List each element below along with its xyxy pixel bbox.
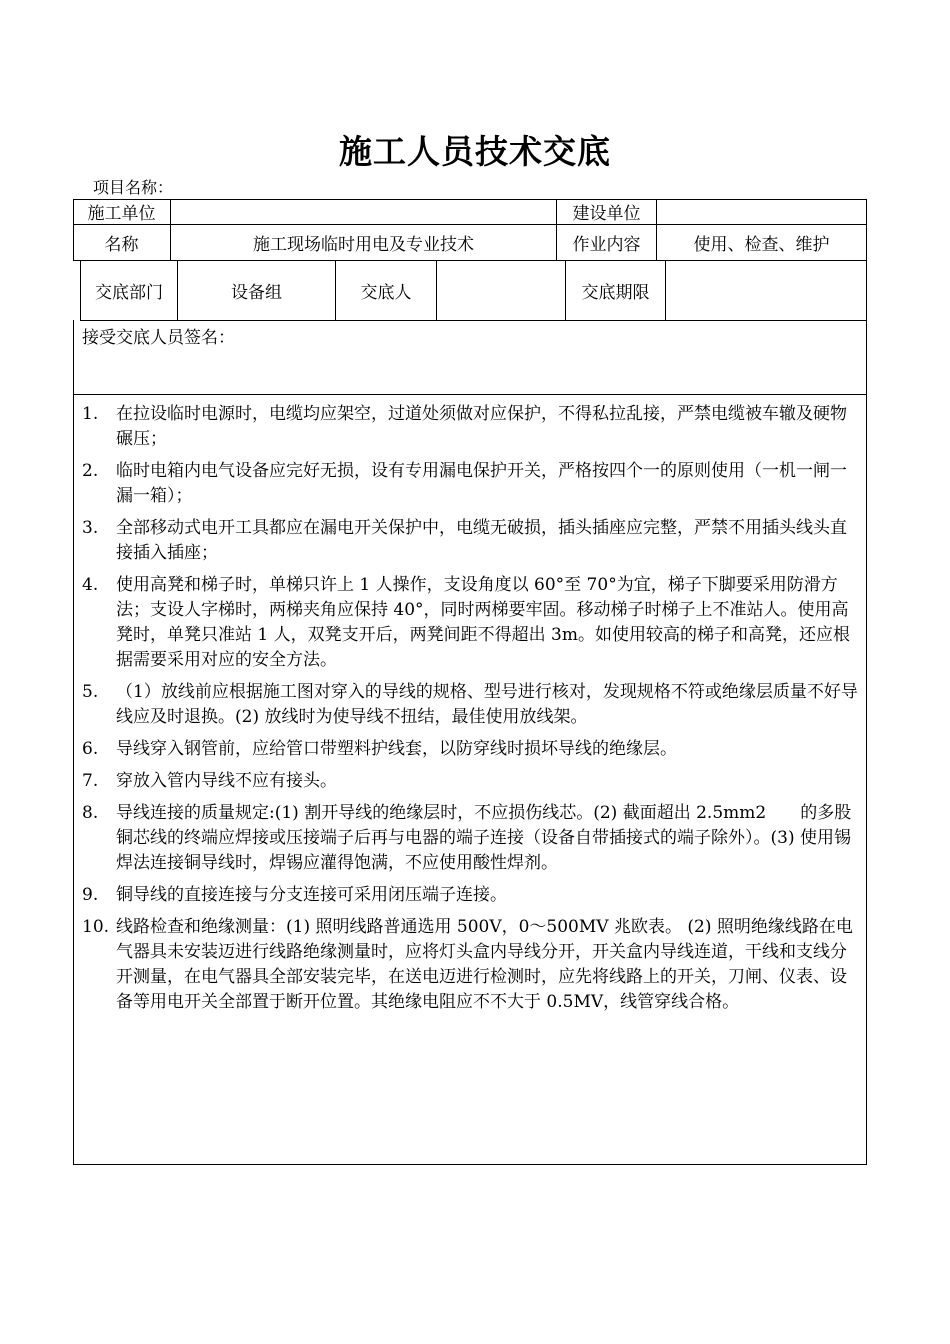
item-text: 全部移动式电开工具都应在漏电开关保护中，电缆无破损，插头插座应完整，严禁不用插头线头直接插入插座； (116, 518, 847, 563)
item-number: 8. (82, 803, 99, 823)
list-item (82, 680, 858, 730)
list-item (82, 883, 858, 908)
item-text: 穿放入管内导线不应有接头。 (116, 771, 337, 791)
item-text: 临时电箱内电气设备应完好无损，设有专用漏电保护开关，严格按四个一的原则使用（一机一闸一漏一箱）； (116, 461, 847, 506)
list-item (82, 516, 858, 566)
name-value: 施工现场临时用电及专业技术 (253, 235, 474, 255)
item-number: 10. (82, 917, 110, 937)
name-label: 名称 (104, 235, 139, 255)
list-item (82, 769, 858, 794)
work-content-label: 作业内容 (572, 235, 641, 255)
item-number: 7. (82, 771, 99, 791)
builder-unit-value (657, 199, 866, 224)
deadline-label: 交底期限 (581, 283, 650, 303)
item-text: 线路检查和绝缘测量：(1) 照明线路普通选用 500V，0～500MV 兆欧表。 (2) 照明绝缘线路在电气器具未安装迈进行线路绝缘测量时，应将灯头盒内导线分开，开关盒内导线连道，干线和支线分开测量，在电气器具全部安装完毕，在送电迈进行检测时，应先将线路上的开关，刀闸、仪表、设备等用电开关全部置于断开位置。其绝缘电阻应不不大于 0.5MV，线管穿线合格。 (116, 917, 853, 1012)
department-value: 设备组 (231, 283, 282, 303)
list-item (82, 402, 858, 452)
briefer-label: 交底人 (360, 283, 412, 303)
list-item (82, 915, 858, 1015)
list-item (82, 459, 858, 509)
item-text: 导线穿入钢管前，应给管口带塑料护线套，以防穿线时损坏导线的绝缘层。 (116, 739, 677, 759)
project-name-label: 项目名称： (93, 178, 174, 197)
briefer-value (437, 261, 565, 320)
item-text: （1）放线前应根据施工图对穿入的导线的规格、型号进行核对，发现规格不符或绝缘层质量不好导线应及时退换。(2) 放线时为使导线不扭结，最佳使用放线架。 (116, 682, 858, 727)
item-text: 在拉设临时电源时，电缆均应架空，过道处须做对应保护，不得私拉乱接，严禁电缆被车辙及硬物碾压； (116, 404, 847, 449)
item-text: 导线连接的质量规定:(1) 割开导线的绝缘层时，不应损伤线芯。(2) 截面超出 2.5mm2 的多股铜芯线的终端应焊接或压接端子后再与电器的端子连接（设备自带插接式的端子除外）。(3) 使用锡焊法连接铜导线时，焊锡应灌得饱满，不应使用酸性焊剂。 (116, 803, 852, 873)
signature-label: 接受交底人员签名： (82, 328, 235, 348)
item-text: 铜导线的直接连接与分支连接可采用闭压端子连接。 (116, 885, 507, 905)
item-number: 5. (82, 682, 99, 702)
item-number: 4. (82, 575, 99, 595)
work-content-value: 使用、检查、维护 (693, 235, 830, 255)
construction-unit-value (171, 199, 556, 224)
list-item (82, 737, 858, 762)
item-number: 6. (82, 739, 99, 759)
department-label: 交底部门 (95, 283, 163, 303)
item-number: 9. (82, 885, 99, 905)
document-title: 施工人员技术交底 (339, 132, 611, 171)
construction-unit-label: 施工单位 (87, 204, 156, 224)
item-text: 使用高凳和梯子时，单梯只许上 1 人操作，支设角度以 60°至 70°为宜，梯子下脚要采用防滑方法；支设人字梯时，两梯夹角应保持 40°，同时两梯要牢固。移动梯子时梯子上不准站人。使用高凳时，单凳只准站 1 人，双凳支开后，两凳间距不得超出 3m。如使用较高的梯子和高凳，还应根据需要采用对应的安全方法。 (116, 575, 850, 670)
item-number: 3. (82, 518, 99, 538)
instruction-list (82, 402, 858, 1022)
list-item (82, 801, 858, 876)
builder-unit-label: 建设单位 (572, 204, 641, 224)
item-number: 2. (82, 461, 99, 481)
item-number: 1. (82, 404, 99, 424)
deadline-value (666, 261, 866, 320)
list-item (82, 573, 858, 673)
